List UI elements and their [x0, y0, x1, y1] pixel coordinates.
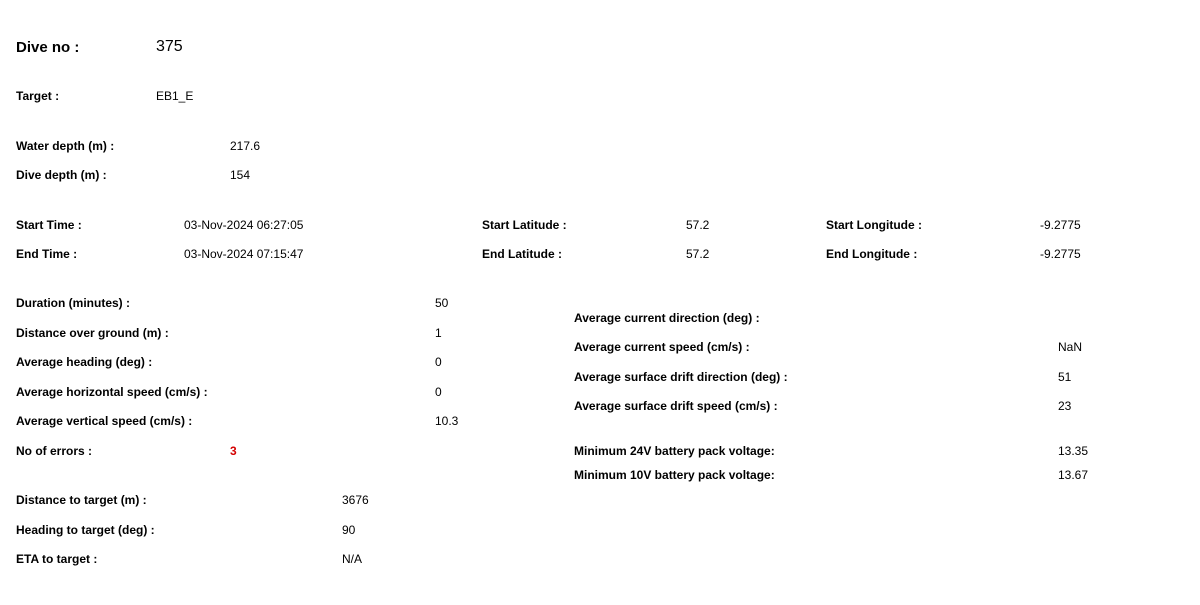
water-depth-value: 217.6	[230, 139, 261, 153]
distance-to-target-value: 3676	[342, 493, 369, 507]
dive-no-value: 375	[156, 38, 183, 55]
battery-24v-value: 13.35	[1058, 444, 1089, 458]
end-longitude-value: -9.2775	[1040, 247, 1081, 261]
average-heading-label: Average heading (deg) :	[16, 355, 153, 369]
errors-label: No of errors :	[16, 444, 93, 458]
end-time-value: 03-Nov-2024 07:15:47	[184, 247, 304, 261]
average-horizontal-speed-label: Average horizontal speed (cm/s) :	[16, 385, 208, 399]
average-surface-drift-speed-value: 23	[1058, 399, 1072, 413]
duration-label: Duration (minutes) :	[16, 296, 130, 310]
average-surface-drift-direction-label: Average surface drift direction (deg) :	[574, 370, 788, 384]
average-surface-drift-speed-label: Average surface drift speed (cm/s) :	[574, 399, 778, 413]
average-current-direction-label: Average current direction (deg) :	[574, 311, 760, 325]
errors-value: 3	[230, 444, 237, 458]
heading-to-target-label: Heading to target (deg) :	[16, 523, 155, 537]
dive-no-label: Dive no :	[16, 39, 80, 56]
start-latitude-label: Start Latitude :	[482, 218, 567, 232]
battery-24v-label: Minimum 24V battery pack voltage:	[574, 444, 775, 458]
end-latitude-label: End Latitude :	[482, 247, 562, 261]
average-vertical-speed-label: Average vertical speed (cm/s) :	[16, 414, 193, 428]
dive-depth-label: Dive depth (m) :	[16, 168, 107, 182]
start-longitude-value: -9.2775	[1040, 218, 1081, 232]
eta-to-target-value: N/A	[342, 552, 363, 566]
water-depth-label: Water depth (m) :	[16, 139, 115, 153]
start-time-value: 03-Nov-2024 06:27:05	[184, 218, 304, 232]
dive-depth-value: 154	[230, 168, 251, 182]
distance-to-target-label: Distance to target (m) :	[16, 493, 147, 507]
target-value: EB1_E	[156, 89, 194, 103]
distance-over-ground-value: 1	[435, 326, 442, 340]
eta-to-target-label: ETA to target :	[16, 552, 98, 566]
battery-10v-value: 13.67	[1058, 468, 1089, 482]
average-current-speed-value: NaN	[1058, 340, 1083, 354]
start-latitude-value: 57.2	[686, 218, 710, 232]
distance-over-ground-label: Distance over ground (m) :	[16, 326, 169, 340]
duration-value: 50	[435, 296, 449, 310]
end-time-label: End Time :	[16, 247, 78, 261]
battery-10v-label: Minimum 10V battery pack voltage:	[574, 468, 775, 482]
average-heading-value: 0	[435, 355, 442, 369]
heading-to-target-value: 90	[342, 523, 356, 537]
target-label: Target :	[16, 89, 60, 103]
average-vertical-speed-value: 10.3	[435, 414, 459, 428]
average-current-speed-label: Average current speed (cm/s) :	[574, 340, 750, 354]
average-surface-drift-direction-value: 51	[1058, 370, 1072, 384]
start-time-label: Start Time :	[16, 218, 82, 232]
average-horizontal-speed-value: 0	[435, 385, 442, 399]
start-longitude-label: Start Longitude :	[826, 218, 922, 232]
end-latitude-value: 57.2	[686, 247, 710, 261]
end-longitude-label: End Longitude :	[826, 247, 918, 261]
